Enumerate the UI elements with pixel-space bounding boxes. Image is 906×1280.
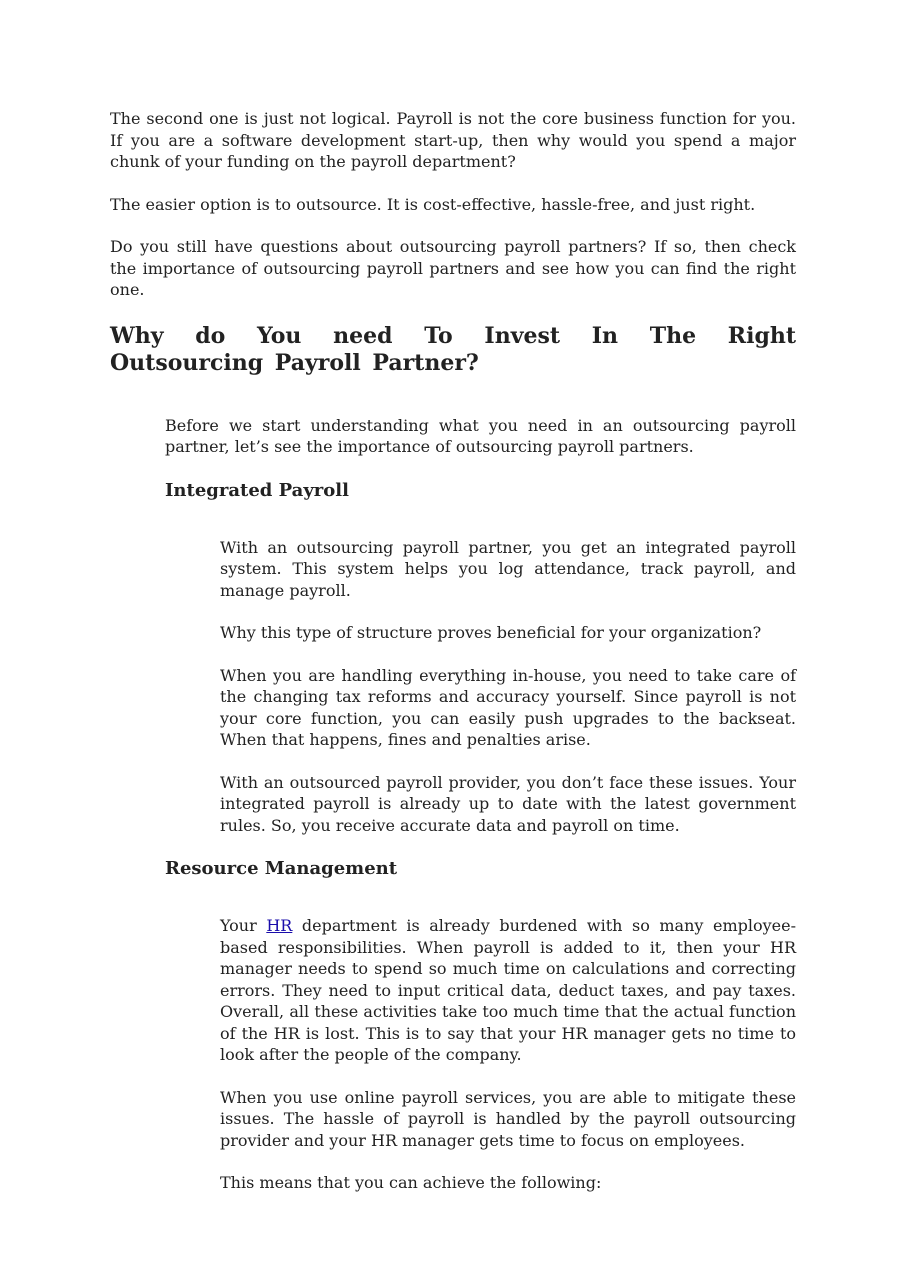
resource-paragraph-3: This means that you can achieve the following: [220, 1173, 602, 1192]
section-heading: Why do You need To Invest In The Right Outsourcing Payroll Partner? [110, 322, 796, 376]
resource-paragraph-1 [220, 915, 796, 1066]
hr-link[interactable]: HR [266, 916, 293, 935]
integrated-paragraph-3: When you are handling everything in-house, you need to take care of the changing tax reforms and accuracy yourself. Since payroll is not your core function, you can easily push upgrades to the backseat. When that happens, fines and penalties arise. [220, 665, 796, 749]
intro-paragraph-1: The second one is just not logical. Payroll is not the core business function for you. If you are a software development start-up, then why would you spend a major chunk of your funding on the payroll department? [110, 109, 796, 171]
resource-management-heading: Resource Management [165, 858, 398, 879]
integrated-paragraph-1: With an outsourcing payroll partner, you get an integrated payroll system. This system helps you log attendance, track payroll, and manage payroll. [220, 537, 796, 600]
integrated-paragraph-2: Why this type of structure proves beneficial for your organization? [220, 623, 762, 642]
document-page [110, 108, 796, 1194]
intro-paragraph-2: The easier option is to outsource. It is cost-effective, hassle-free, and just right. [110, 194, 756, 214]
resource-p1-after: department is already burdened with so many employee-based responsibilities. When payroll is added to it, then your HR manager needs to spend so much time on calculations and correcting errors. They need to input critical data, deduct taxes, and pay taxes. Overall, all these activities take too much time that the actual function of the HR is lost. This is to say that your HR manager gets no time to look after the people of the company. [220, 916, 796, 1064]
intro-paragraph-3: Do you still have questions about outsourcing payroll partners? If so, then check the importance of outsourcing payroll partners and see how you can find the right one. [110, 237, 796, 299]
section-intro-paragraph: Before we start understanding what you need in an outsourcing payroll partner, let’s see the importance of outsourcing payroll partners. [165, 415, 796, 456]
integrated-payroll-heading: Integrated Payroll [165, 479, 349, 501]
resource-paragraph-2: When you use online payroll services, you are able to mitigate these issues. The hassle of payroll is handled by the payroll outsourcing provider and your HR manager gets time to focus on employees. [220, 1087, 796, 1150]
integrated-paragraph-4: With an outsourced payroll provider, you don’t face these issues. Your integrated payroll is already up to date with the latest government rules. So, you receive accurate data and payroll on time. [220, 772, 796, 835]
resource-p1-before: Your [220, 916, 267, 935]
